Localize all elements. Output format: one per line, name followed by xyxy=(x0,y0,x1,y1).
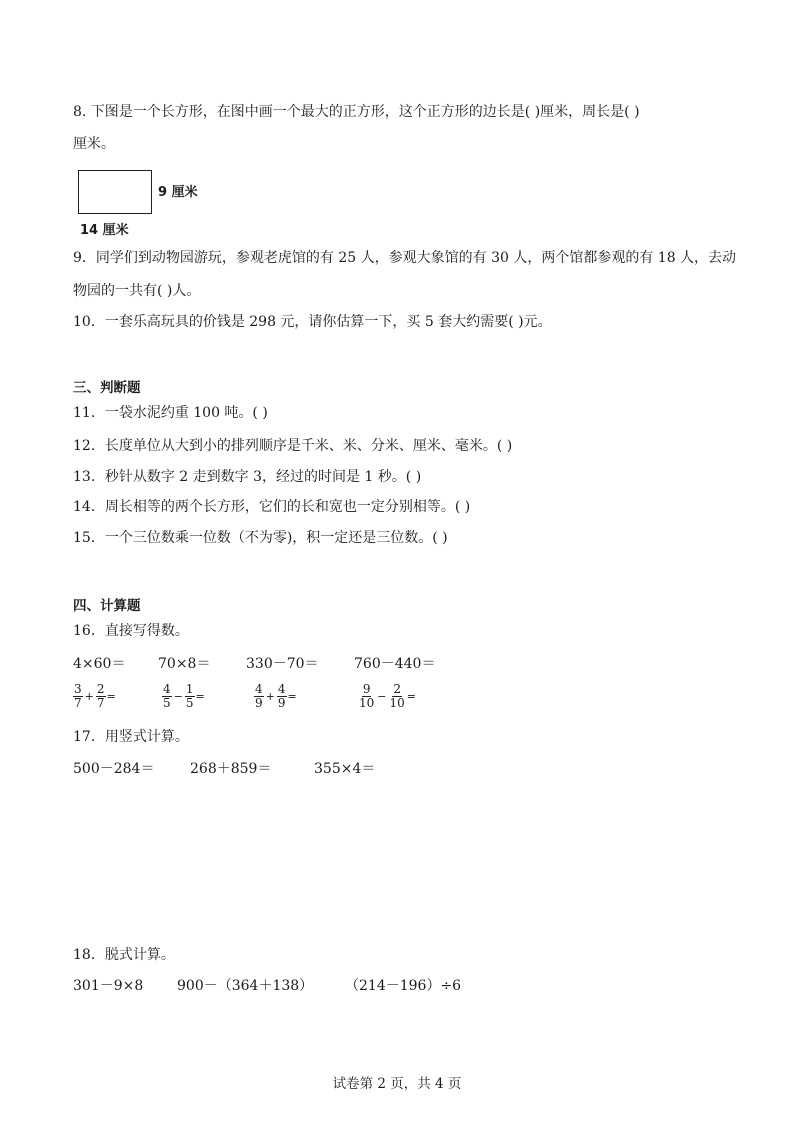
rectangle-figure xyxy=(78,170,152,214)
q13-text: 13．秒针从数字 2 走到数字 3，经过的时间是 1 秒。( ) xyxy=(73,469,422,485)
denominator: 7 xyxy=(74,696,82,710)
q9-line2: 物园的一共有( )人。 xyxy=(73,283,201,299)
q16-fraction-4 xyxy=(358,683,416,710)
numerator: 9 xyxy=(362,682,371,696)
q16-prompt: 16．直接写得数。 xyxy=(73,623,189,639)
denominator: 5 xyxy=(185,696,194,710)
q15-text: 15．一个三位数乘一位数（不为零)，积一定还是三位数。( ) xyxy=(73,530,448,546)
fraction xyxy=(96,683,106,710)
operator: − xyxy=(377,690,387,703)
operator: + xyxy=(265,690,275,703)
numerator: 2 xyxy=(96,682,105,696)
numerator: 4 xyxy=(163,682,171,696)
numerator: 4 xyxy=(277,682,286,696)
q11-text: 11．一袋水泥约重 100 吨。( ) xyxy=(73,405,268,421)
equals-sign: = xyxy=(106,690,116,703)
fraction xyxy=(389,683,406,710)
denominator: 5 xyxy=(163,696,171,710)
equals-sign: = xyxy=(287,690,297,703)
q8-line1: 8. 下图是一个长方形，在图中画一个最大的正方形，这个正方形的边长是( )厘米，周长是( ) xyxy=(73,104,640,120)
rect-bottom-label: 14 厘米 xyxy=(80,223,129,238)
numerator: 3 xyxy=(74,682,82,696)
q8-line2: 厘米。 xyxy=(73,136,115,152)
q9-line1: 9．同学们到动物园游玩，参观老虎馆的有 25 人，参观大象馆的有 30 人，两个馆都参观的有 18 人，去动 xyxy=(73,250,737,266)
rect-side-label: 9 厘米 xyxy=(158,185,198,200)
section4-title: 四、计算题 xyxy=(73,598,141,614)
fraction xyxy=(73,683,83,710)
q10-text: 10．一套乐高玩具的价钱是 298 元，请你估算一下，买 5 套大约需要( )元。 xyxy=(73,314,552,330)
equals-sign: = xyxy=(195,690,205,703)
numerator: 1 xyxy=(185,682,194,696)
numerator: 4 xyxy=(255,682,263,696)
denominator: 9 xyxy=(277,696,286,710)
operator: + xyxy=(84,690,94,703)
q17-item-1: 500－284＝ xyxy=(73,761,155,777)
q17-item-2: 268＋859＝ xyxy=(190,761,272,777)
q12-text: 12．长度单位从大到小的排列顺序是千米、米、分米、厘米、毫米。( ) xyxy=(73,438,513,454)
denominator: 7 xyxy=(96,696,105,710)
fraction xyxy=(358,683,375,710)
q17-prompt: 17．用竖式计算。 xyxy=(73,729,189,745)
operator: − xyxy=(173,690,183,703)
q17-item-3: 355×4＝ xyxy=(314,761,376,777)
q16-item-3: 330－70＝ xyxy=(246,656,319,672)
q18-item-3: （214－196）÷6 xyxy=(345,978,462,994)
page-footer: 试卷第 2 页，共 4 页 xyxy=(332,1076,462,1092)
q16-item-4: 760－440＝ xyxy=(354,656,436,672)
fraction xyxy=(254,683,264,710)
equals-sign: = xyxy=(406,690,416,703)
q16-item-2: 70×8＝ xyxy=(158,656,211,672)
fraction xyxy=(185,683,195,710)
denominator: 9 xyxy=(255,696,263,710)
numerator: 2 xyxy=(393,682,401,696)
denominator: 10 xyxy=(359,696,375,710)
denominator: 10 xyxy=(389,696,405,710)
q16-fraction-2 xyxy=(162,683,205,710)
q18-item-1: 301－9×8 xyxy=(73,978,144,994)
q16-item-1: 4×60＝ xyxy=(73,656,126,672)
q16-fraction-1 xyxy=(73,683,116,710)
fraction xyxy=(277,683,287,710)
fraction xyxy=(162,683,172,710)
q18-item-2: 900－（364＋138） xyxy=(177,978,314,994)
section3-title: 三、判断题 xyxy=(73,380,141,396)
q16-fraction-3 xyxy=(254,683,297,710)
q18-prompt: 18．脱式计算。 xyxy=(73,947,175,963)
q14-text: 14．周长相等的两个长方形，它们的长和宽也一定分别相等。( ) xyxy=(73,499,471,515)
